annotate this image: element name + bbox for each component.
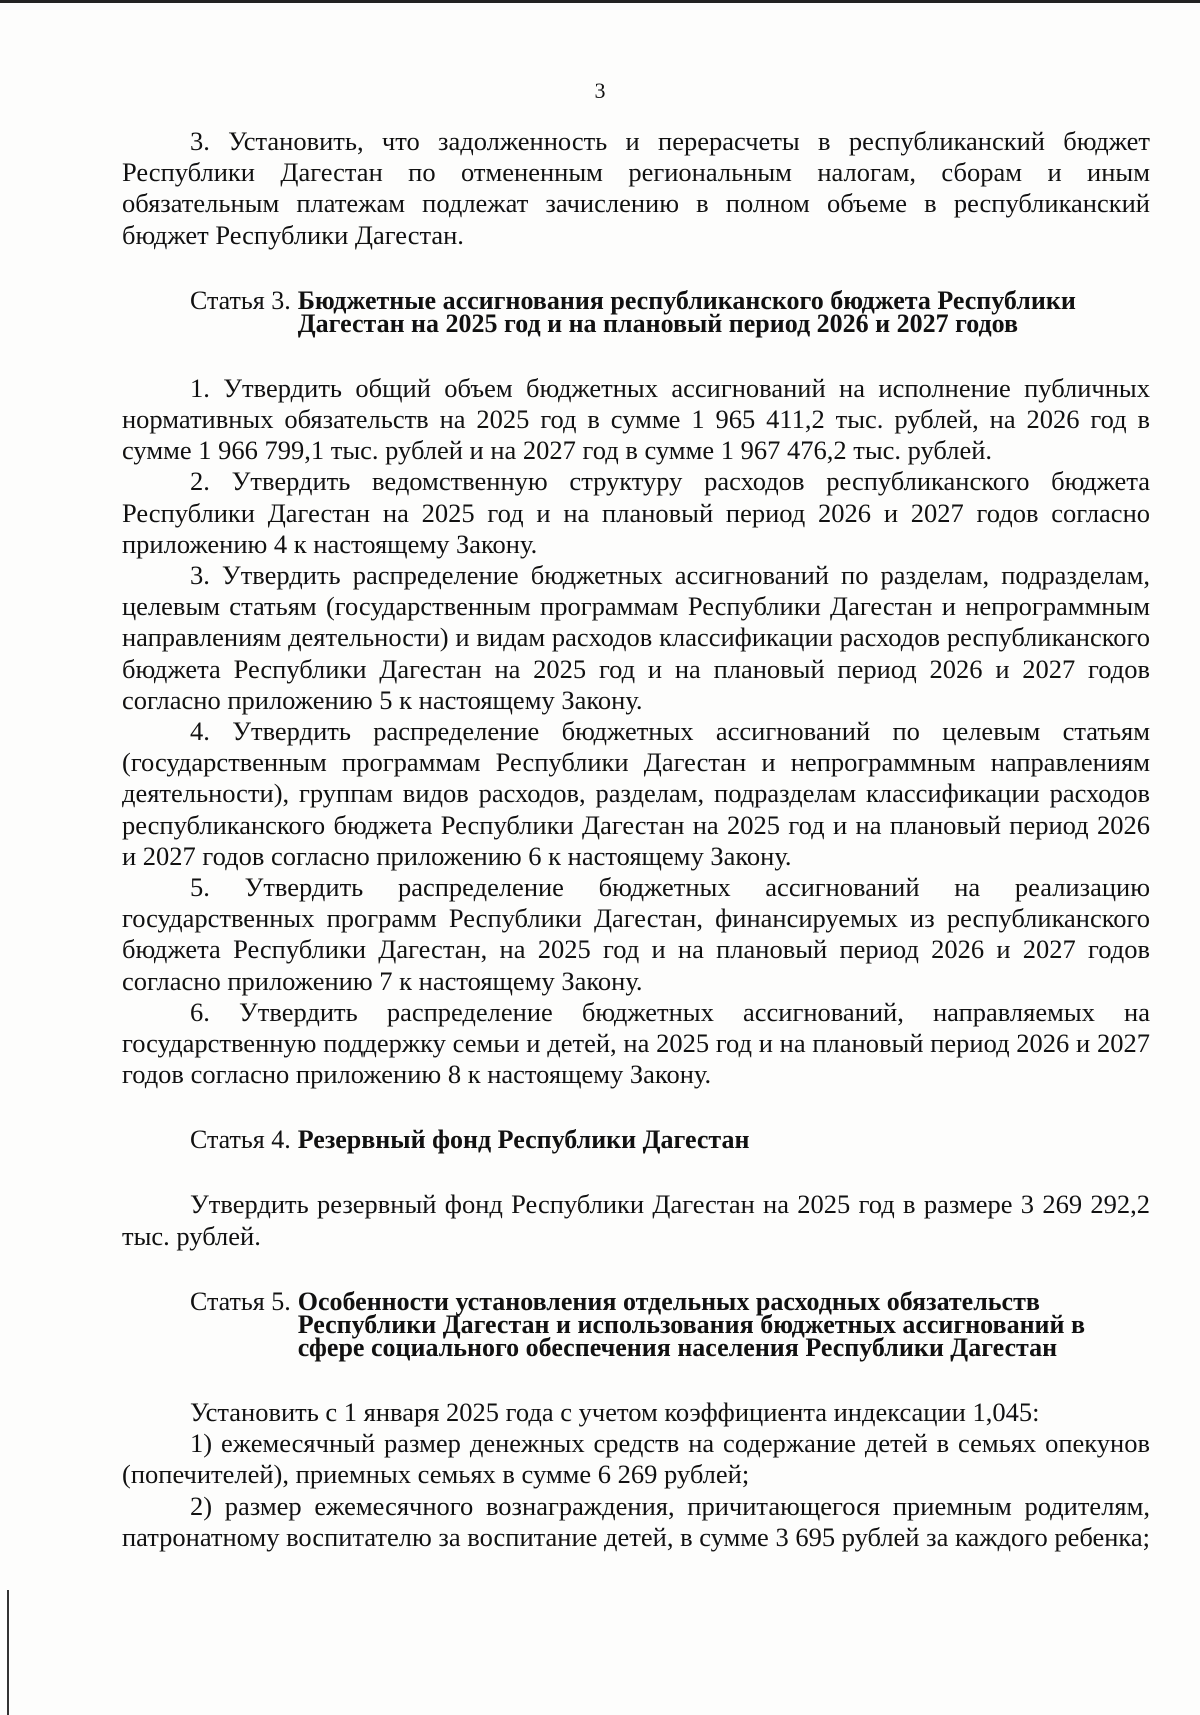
paragraph-item-2: 2. Утвердить ведомственную структуру расходов республиканского бюджета Республики Дагестан на 2025 год и на плановый период 2026 и 2027 годов согласно приложению 4 к настоящему Закону.: [122, 466, 1150, 559]
article-label: Статья 5.: [190, 1286, 291, 1316]
scan-edge-line: [7, 1590, 9, 1715]
article-title: Резервный фонд Республики Дагестан: [297, 1125, 750, 1155]
article-5-heading: [190, 1286, 1150, 1362]
article-label: Статья 4.: [190, 1125, 291, 1155]
paragraph-indexation: Установить с 1 января 2025 года с учетом коэффициента индексации 1,045:: [190, 1396, 1040, 1427]
scan-border-line: [0, 0, 1200, 3]
paragraph-subitem-2: 2) размер ежемесячного вознаграждения, причитающегося приемным родителям, патронатному воспитателю за воспитание детей, в сумме 3 695 рублей за каждого ребенка;: [122, 1490, 1151, 1552]
article-title: Бюджетные ассигнования республиканского бюджета Республики Дагестан на 2025 год и на плановый период 2026 и 2027 годов: [297, 285, 1076, 338]
paragraph-item-5: 5. Утвердить распределение бюджетных ассигнований на реализацию государственных программ Республики Дагестан, финансируемых из республиканского бюджета Республики Дагестан, на 2025 год и на плановый период 2026 и 2027 годов согласно приложению 7 к настоящему Закону.: [122, 872, 1150, 996]
article-3-heading: [190, 285, 1150, 338]
paragraph-subitem-1: 1) ежемесячный размер денежных средств на содержание детей в семьях опекунов (попечителей), приемных семьях в сумме 6 269 рублей;: [122, 1428, 1150, 1490]
paragraph-item-3: 3. Утвердить распределение бюджетных ассигнований по разделам, подразделам, целевым статьям (государственным программам Республики Дагестан и непрограммным направлениям деятельности) и видам расходов классификации расходов республиканского бюджета Республики Дагестан на 2025 год и на плановый период 2026 и 2027 годов согласно приложению 5 к настоящему Закону.: [122, 560, 1150, 715]
article-4-heading: [190, 1125, 1150, 1155]
paragraph-reserve-fund: Утвердить резервный фонд Республики Дагестан на 2025 год в размере 3 269 292,2 тыс. рублей.: [122, 1189, 1150, 1251]
paragraph-item-6: 6. Утвердить распределение бюджетных ассигнований, направляемых на государственную поддержку семьи и детей, на 2025 год и на плановый период 2026 и 2027 годов согласно приложению 8 к настоящему Закону.: [122, 996, 1150, 1090]
article-label: Статья 3.: [190, 285, 291, 315]
paragraph-item-1: 1. Утвердить общий объем бюджетных ассигнований на исполнение публичных нормативных обязательств на 2025 год в сумме 1 965 411,2 тыс. рублей, на 2026 год в сумме 1 966 799,1 тыс. рублей и на 2027 год в сумме 1 967 476,2 тыс. рублей.: [122, 372, 1150, 466]
paragraph-tax-debts: 3. Установить, что задолженность и перерасчеты в республиканский бюджет Республики Дагестан по отмененным региональным налогам, сборам и иным обязательным платежам подлежат зачислению в полном объеме в республиканский бюджет Республики Дагестан.: [122, 126, 1150, 250]
paragraph-item-4: 4. Утвердить распределение бюджетных ассигнований по целевым статьям (государственным программам Республики Дагестан и непрограммным направлениям деятельности), группам видов расходов, разделам, подразделам классификации расходов республиканского бюджета Республики Дагестан на 2025 год и на плановый период 2026 и 2027 годов согласно приложению 6 к настоящему Закону.: [122, 716, 1150, 871]
page-number: 3: [594, 78, 606, 103]
document-body: [122, 126, 1150, 1553]
article-title: Особенности установления отдельных расходных обязательств Республики Дагестан и использования бюджетных ассигнований в сфере социального обеспечения населения Республики Дагестан: [297, 1286, 1086, 1362]
